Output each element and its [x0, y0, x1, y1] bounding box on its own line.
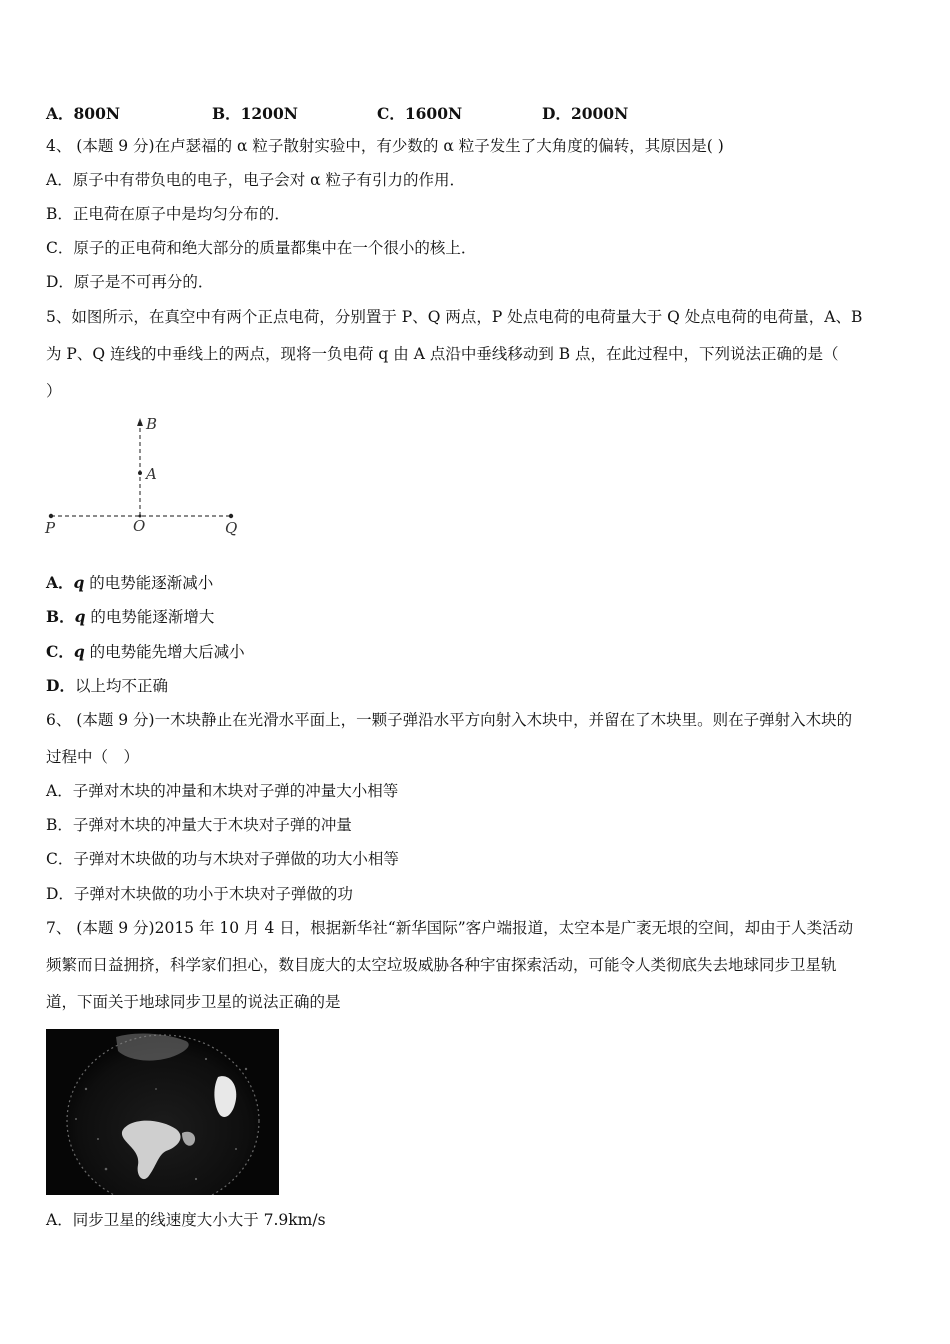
q5-option-d: D．以上均不正确 — [46, 676, 168, 695]
label-a: A — [146, 465, 157, 483]
q5-option-b: B．q 的电势能逐渐增大 — [46, 607, 215, 626]
q3-option-c: C．1600N — [377, 104, 463, 123]
q3-options — [46, 102, 746, 122]
q5-stem-line3: ） — [46, 382, 62, 400]
var-q: q — [73, 642, 85, 661]
label-o: O — [133, 517, 146, 535]
charge-diagram — [40, 410, 250, 540]
q4-stem: 4、 (本题 9 分)在卢瑟福的 α 粒子散射实验中，有少数的 α 粒子发生了大角度的偏转，其原因是( ) — [46, 137, 724, 155]
q6-option-b: B．子弹对木块的冲量大于木块对子弹的冲量 — [46, 816, 352, 834]
q7-option-a: A．同步卫星的线速度大小大于 7.9km/s — [46, 1211, 326, 1229]
var-q: q — [74, 607, 86, 626]
point-p — [49, 514, 53, 518]
q6-option-d: D．子弹对木块做的功小于木块对子弹做的功 — [46, 885, 353, 903]
q3-option-a: A．800N — [46, 104, 121, 123]
q7-stem-line3: 道，下面关于地球同步卫星的说法正确的是 — [46, 993, 341, 1011]
q7-stem-line2: 频繁而日益拥挤，科学家们担心，数目庞大的太空垃圾威胁各种宇宙探索活动，可能令人类彻底失去地球同步卫星轨 — [46, 956, 837, 974]
q6-option-a: A．子弹对木块的冲量和木块对子弹的冲量大小相等 — [46, 782, 399, 800]
q7-stem-line1: 7、 (本题 9 分)2015 年 10 月 4 日，根据新华社“新华国际”客户端报道，太空本是广袤无垠的空间，却由于人类活动 — [46, 919, 854, 937]
q3-option-b: B．1200N — [212, 104, 298, 123]
label-q: Q — [225, 519, 238, 537]
q4-option-b: B．正电荷在原子中是均匀分布的． — [46, 205, 290, 223]
q5-option-a: A．q 的电势能逐渐减小 — [46, 573, 214, 592]
q4-option-d: D．原子是不可再分的． — [46, 273, 214, 291]
q5-stem-line1: 5、如图所示，在真空中有两个正点电荷，分别置于 P、Q 两点，P 处点电荷的电荷量大于 Q 处点电荷的电荷量，A、B — [46, 308, 863, 326]
earth-photo — [46, 1029, 279, 1195]
q6-stem-line1: 6、 (本题 9 分)一木块静止在光滑水平面上，一颗子弹沿水平方向射入木块中，并留在了木块里。则在子弹射入木块的 — [46, 711, 853, 729]
q4-option-c: C．原子的正电荷和绝大部分的质量都集中在一个很小的核上． — [46, 239, 477, 257]
q3-option-d: D．2000N — [542, 104, 629, 123]
q6-stem-line2: 过程中（ ） — [46, 748, 140, 766]
var-q: q — [73, 573, 85, 592]
point-q — [229, 514, 233, 518]
point-b — [138, 422, 142, 426]
label-b: B — [146, 415, 158, 433]
point-a — [138, 471, 142, 475]
q5-option-c: C．q 的电势能先增大后减小 — [46, 642, 245, 661]
q5-stem-line2: 为 P、Q 连线的中垂线上的两点，现将一负电荷 q 由 A 点沿中垂线移动到 B 点，在此过程中，下列说法正确的是（ — [46, 345, 839, 363]
label-p: P — [45, 519, 56, 537]
q6-option-c: C．子弹对木块做的功与木块对子弹做的功大小相等 — [46, 850, 399, 868]
q4-option-a: A．原子中有带负电的电子，电子会对 α 粒子有引力的作用． — [46, 171, 466, 189]
